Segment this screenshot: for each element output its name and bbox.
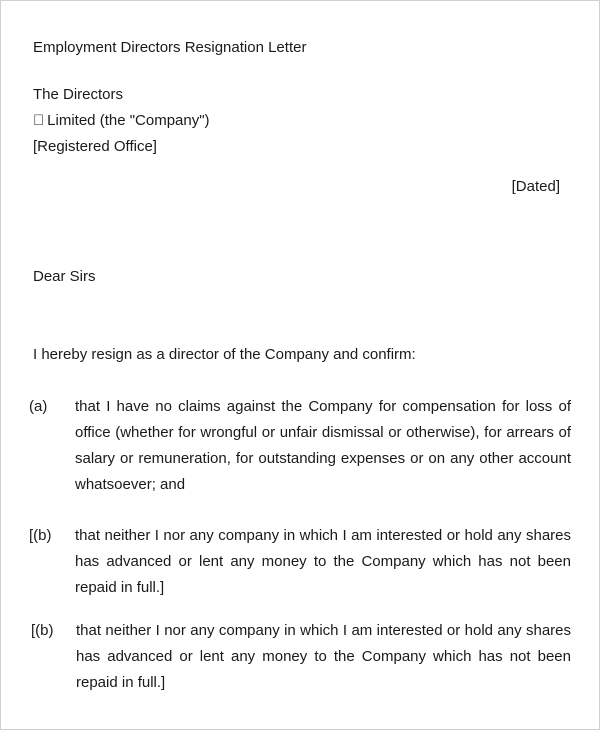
clause-text: that neither I nor any company in which I am interested or hold any shares has advanced or lent any money to the Company which has not been repaid in full.] [75,527,571,596]
company-name-text: Limited (the "Company") [47,112,210,129]
addressee-line-office: [Registered Office] [33,138,157,155]
clause-b-first [29,523,571,601]
letter-date: [Dated] [511,178,560,195]
clause-marker: [(b) [31,622,54,639]
addressee-line-company [33,108,210,134]
clause-text: that neither I nor any company in which I am interested or hold any shares has advanced or lent any money to the Company which has not been repaid in full.] [76,622,571,691]
placeholder-glyph-icon [33,108,43,134]
clause-a [29,394,571,498]
clause-text: that I have no claims against the Company for compensation for loss of office (whether for wrongful or unfair dismissal or otherwise), for arrears of salary or remuneration, for outstanding expenses or on any other account whatsoever; and [75,398,571,493]
salutation: Dear Sirs [33,268,96,285]
intro-paragraph: I hereby resign as a director of the Company and confirm: [33,346,416,363]
addressee-line-directors: The Directors [33,86,124,103]
document-title: Employment Directors Resignation Letter [33,39,307,56]
clause-marker: [(b) [29,527,52,544]
clause-b-second [29,618,571,696]
clause-marker: (a) [29,398,48,415]
